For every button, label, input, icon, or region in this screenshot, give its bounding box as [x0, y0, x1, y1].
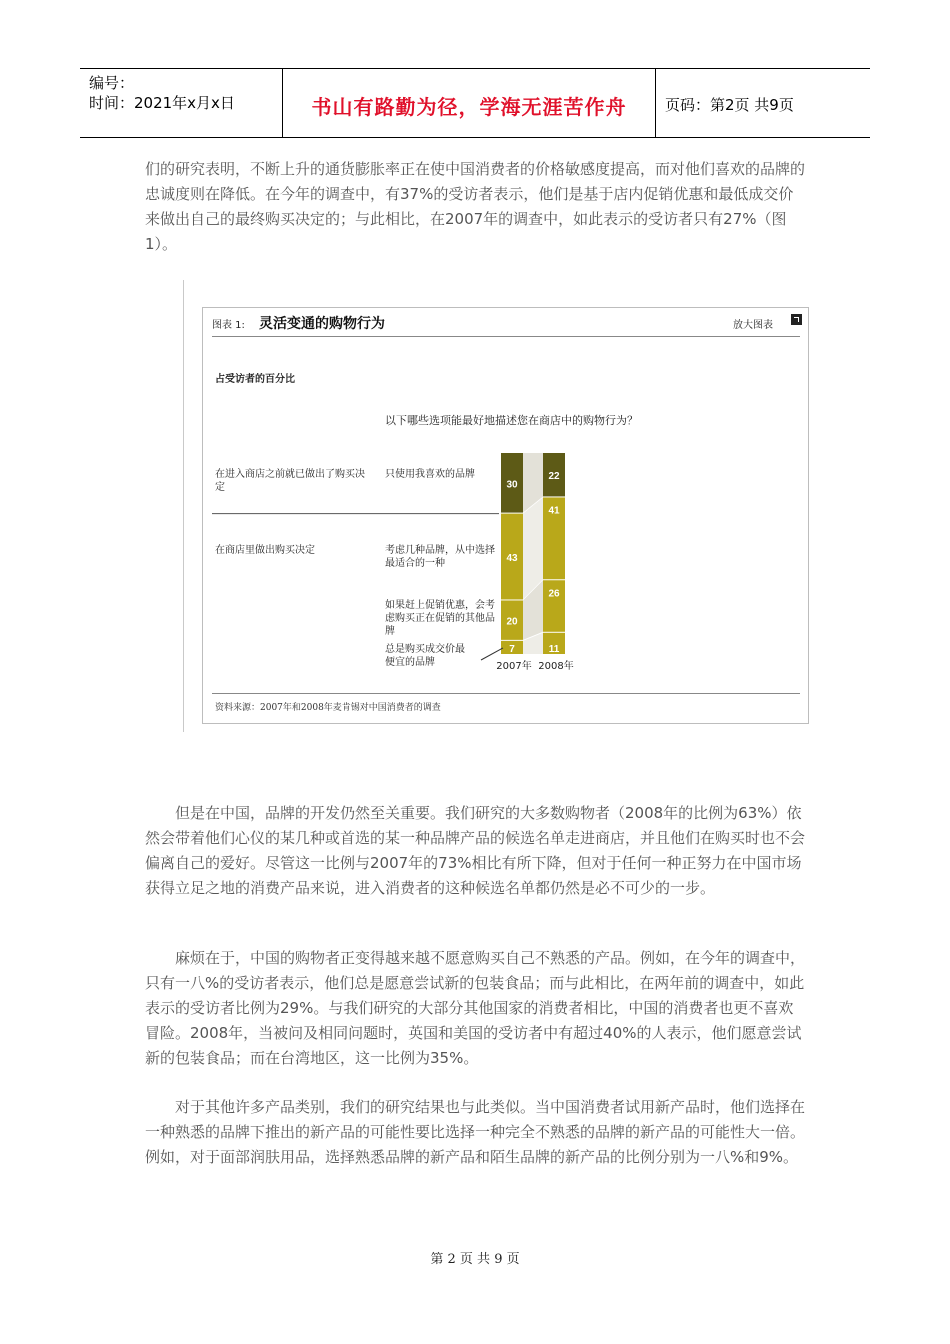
exhibit-chart-box — [202, 307, 809, 724]
serial-label: 编号： — [89, 74, 135, 92]
paragraph-intro: 们的研究表明，不断上升的通货膨胀率正在使中国消费者的价格敏感度提高，而对他们喜欢的品牌的忠诚度则在降低。在今年的调查中，有37%的受访者表示，他们是基于店内促销优惠和最低成交价来做出自己的最终购买决定的；与此相比，在2007年的调查中，如此表示的受访者只有27%（图1）。 — [145, 160, 806, 253]
page-footer: 第 2 页 共 9 页 — [430, 1252, 520, 1267]
bar-value-label: 20 — [506, 616, 518, 628]
bar-value-label: 43 — [506, 553, 518, 565]
paragraph-brand-importance: 但是在中国，品牌的开发仍然至关重要。我们研究的大多数购物者（2008年的比例为63%）依然会带着他们心仪的某几种或首选的某一种品牌产品的候选名单走进商店，并且他们在购买时也不会偏离自己的爱好。尽管这一比例与2007年的73%相比有所下降，但对于任何一种正努力在中国市场获得立足之地的消费产品来说，进入消费者的这种候选名单都仍然是必不可少的一步。 — [145, 804, 806, 897]
row-label-in-store: 在商店里做出购买决定 — [215, 545, 315, 556]
source-note: 资料来源：2007年和2008年麦肯锡对中国消费者的调查 — [215, 703, 441, 713]
option-label-promotion: 如果赶上促销优惠，会考虑购买正在促销的其他品牌 — [385, 600, 495, 637]
pointer-line — [481, 648, 503, 660]
motto-text: 书山有路勤为径，学海无涯苦作舟 — [311, 95, 627, 119]
bar-value-label: 30 — [506, 479, 518, 491]
bar-value-label: 41 — [548, 505, 560, 517]
row-label-before-store: 在进入商店之前就已做出了购买决定 — [215, 469, 365, 493]
unit-label: 占受访者的百分比 — [215, 374, 295, 385]
page-number-label: 页码：第2页 共9页 — [665, 96, 794, 114]
exhibit-bottom-rule — [212, 693, 800, 694]
survey-question: 以下哪些选项能最好地描述您在商店中的购物行为？ — [385, 414, 638, 427]
date-label: 时间：2021年x月x日 — [89, 94, 235, 112]
zoom-chart-link[interactable]: 放大图表 — [733, 320, 773, 331]
option-label-cheapest: 总是购买成交价最便宜的品牌 — [385, 644, 465, 668]
bar-value-label: 11 — [548, 644, 560, 655]
bar-value-label: 26 — [548, 588, 560, 600]
header-meta-cell — [80, 69, 283, 137]
bar-value-label: 22 — [548, 471, 560, 483]
document-header — [80, 68, 870, 138]
paragraph-new-products: 麻烦在于，中国的购物者正变得越来越不愿意购买自己不熟悉的产品。例如，在今年的调查中，只有一八%的受访者表示，他们总是愿意尝试新的包装食品；而与此相比，在两年前的调查中，如此表示的受访者比例为29%。与我们研究的大部分其他国家的消费者相比，中国的消费者也更不喜欢冒险。2008年，当被问及相同问题时，英国和美国的受访者中有超过40%的人表示，他们愿意尝试新的包装食品；而在台湾地区，这一比例为35%。 — [145, 949, 806, 1067]
bar-value-label: 7 — [509, 644, 515, 655]
sidebar-rule — [183, 280, 184, 732]
paragraph-familiar-brands: 对于其他许多产品类别，我们的研究结果也与此类似。当中国消费者试用新产品时，他们选择在一种熟悉的品牌下推出的新产品的可能性要比选择一种完全不熟悉的品牌的新产品的可能性大一倍。例如，对于面部润肤用品，选择熟悉品牌的新产品和陌生品牌的新产品的比例分别为一八%和9%。 — [145, 1098, 806, 1166]
exhibit-title: 灵活变通的购物行为 — [259, 316, 385, 332]
header-motto-cell — [283, 69, 656, 137]
exhibit-number: 图表 1: — [212, 320, 245, 331]
option-label-consider-several: 考虑几种品牌，从中选择最适合的一种 — [385, 545, 495, 569]
stacked-bar-chart — [203, 308, 808, 723]
header-page-cell — [656, 69, 870, 137]
category-label: 2008年 — [538, 661, 574, 672]
option-label-favorite-brand: 只使用我喜欢的品牌 — [385, 469, 475, 480]
category-label: 2007年 — [496, 661, 532, 672]
